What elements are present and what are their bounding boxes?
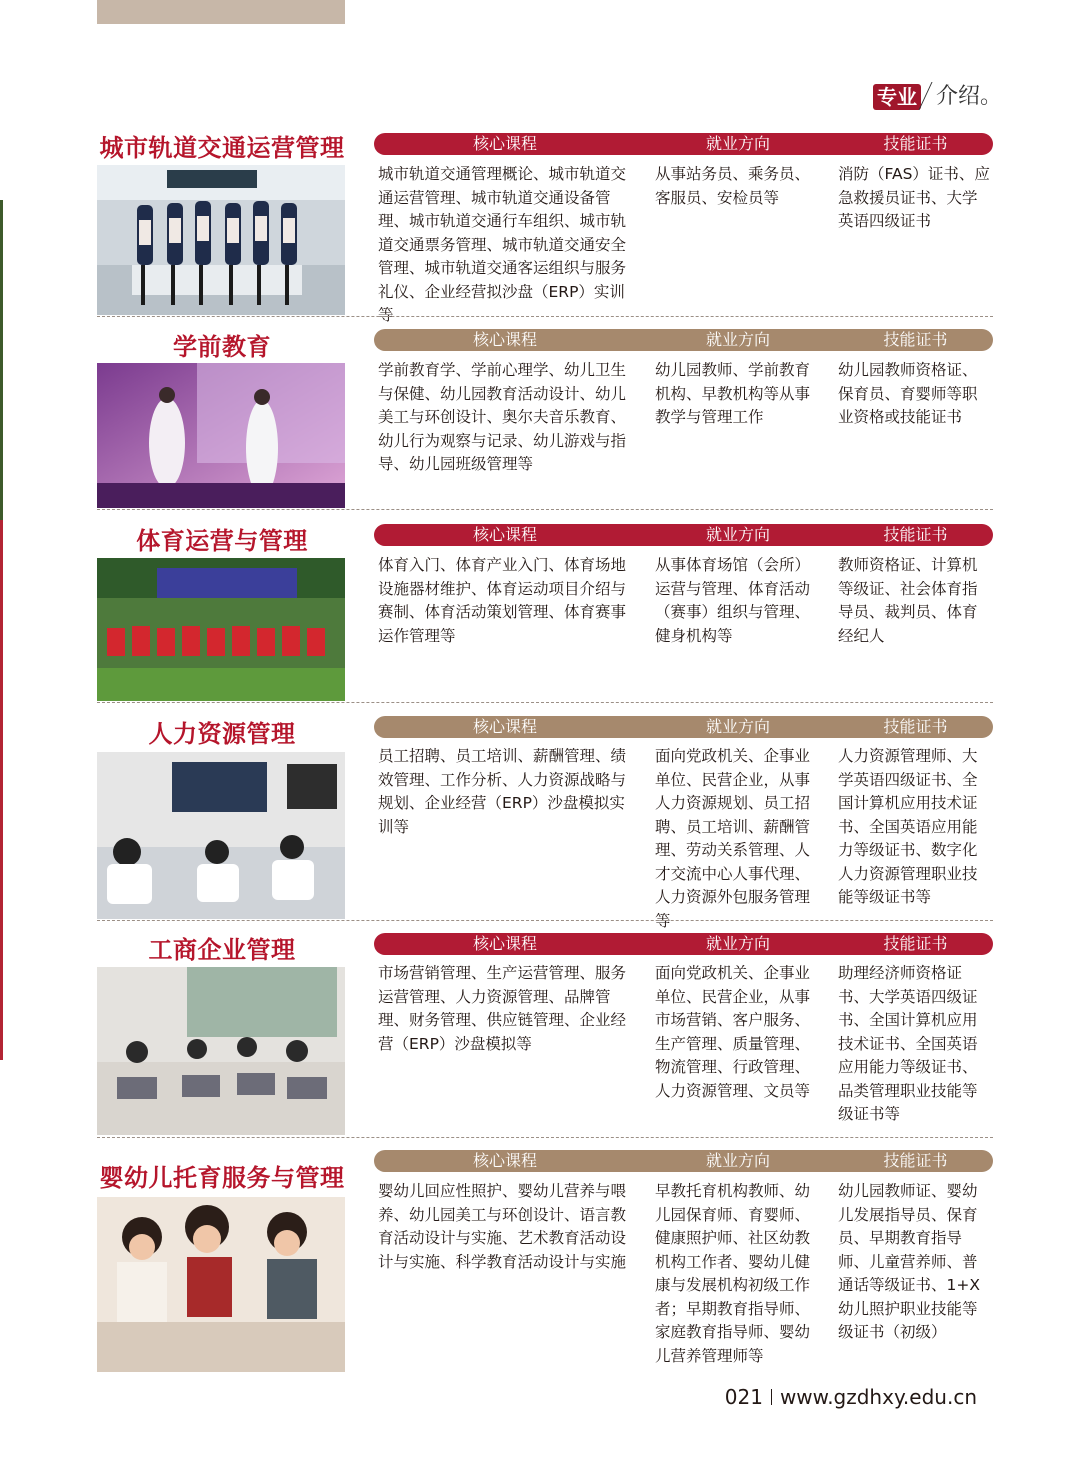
section-divider xyxy=(97,1137,993,1138)
page-number: 021 xyxy=(724,1385,763,1409)
courses-text: 员工招聘、员工培训、薪酬管理、绩效管理、工作分析、人力资源战略与规划、企业经营（ERP）沙盘模拟实训等 xyxy=(378,747,627,836)
courses-text: 婴幼儿回应性照护、婴幼儿营养与喂养、幼儿园美工与环创设计、语言教育活动设计与实施、艺术教育活动设计与实施、科学教育活动设计与实施 xyxy=(378,1182,627,1271)
certs-text: 消防（FAS）证书、应急救援员证书、大学英语四级证书 xyxy=(838,165,990,230)
major-photo-sports-event xyxy=(97,558,345,701)
courses-text: 体育入门、体育产业入门、体育场地设施器材维护、体育运动项目介绍与赛制、体育活动策划管理、体育赛事运作管理等 xyxy=(378,556,627,645)
section-tag xyxy=(873,76,1002,110)
careers-text: 面向党政机关、企事业单位、民营企业，从事市场营销、客户服务、生产管理、质量管理、物流管理、行政管理、人力资源管理、文员等 xyxy=(655,964,811,1100)
column-header-bar xyxy=(374,329,993,351)
certs-text: 人力资源管理师、大学英语四级证书、全国计算机应用技术证书、全国英语应用能力等级证书、数字化人力资源管理职业技能等级证书等 xyxy=(838,747,978,906)
header-courses: 核心课程 xyxy=(472,134,537,153)
column-header-bar xyxy=(374,524,993,546)
careers-text: 从事体育场馆（会所）运营与管理、体育活动（赛事）组织与管理、健身机构等 xyxy=(655,556,811,645)
column-header-bar xyxy=(374,716,993,738)
courses-text: 城市轨道交通管理概论、城市轨道交通运营管理、城市轨道交通设备管理、城市轨道交通行车组织、城市轨道交通票务管理、城市轨道交通安全管理、城市轨道交通客运组织与服务礼仪、企业经营拟沙盘（ERP）实训等 xyxy=(378,165,627,324)
header-courses: 核心课程 xyxy=(472,934,537,953)
column-header-bar xyxy=(374,1150,993,1172)
header-courses: 核心课程 xyxy=(472,717,537,736)
major-title: 学前教育 xyxy=(173,333,271,361)
careers-text: 早教托育机构教师、幼儿园保育师、育婴师、健康照护师、社区幼教机构工作者、婴幼儿健康与发展机构初级工作者；早期教育指导师、家庭教育指导师、婴幼儿营养管理师等 xyxy=(655,1182,811,1365)
header-careers: 就业方向 xyxy=(705,330,770,349)
header-certs: 技能证书 xyxy=(883,934,948,953)
header-careers: 就业方向 xyxy=(705,525,770,544)
top-decor-bar xyxy=(97,0,345,24)
section-tag-rest: 介绍。 xyxy=(936,84,1003,109)
section-divider xyxy=(97,509,993,510)
major-photo-dance-performance xyxy=(97,363,345,508)
header-courses: 核心课程 xyxy=(472,1151,537,1170)
header-careers: 就业方向 xyxy=(705,934,770,953)
column-header-bar xyxy=(374,933,993,955)
header-certs: 技能证书 xyxy=(883,525,948,544)
careers-text: 从事站务员、乘务员、客服员、安检员等 xyxy=(655,165,811,207)
courses-text: 学前教育学、学前心理学、幼儿卫生与保健、幼儿园教育活动设计、幼儿美工与环创设计、奥尔夫音乐教育、幼儿行为观察与记录、幼儿游戏与指导、幼儿园班级管理等 xyxy=(378,361,627,473)
certs-text: 助理经济师资格证书、大学英语四级证书、全国计算机应用技术证书、全国英语应用能力等级证书、品类管理职业技能等级证书等 xyxy=(838,964,978,1123)
header-certs: 技能证书 xyxy=(883,717,948,736)
careers-text: 面向党政机关、企事业单位、民营企业，从事人力资源规划、员工招聘、员工培训、薪酬管理、劳动关系管理、人才交流中心人事代理、人力资源外包服务管理等 xyxy=(655,747,811,930)
certs-text: 幼儿园教师证、婴幼儿发展指导员、保育员、早期教育指导师、儿童营养师、普通话等级证书、1+X幼儿照护职业技能等级证书（初级） xyxy=(838,1182,980,1341)
major-title: 工商企业管理 xyxy=(148,936,296,964)
header-careers: 就业方向 xyxy=(705,1151,770,1170)
major-photo-computer-lab xyxy=(97,967,345,1135)
footer-separator xyxy=(771,1389,772,1405)
column-header-bar xyxy=(374,133,993,155)
major-title: 婴幼儿托育服务与管理 xyxy=(99,1164,345,1192)
section-tag-highlight: 专业 xyxy=(873,84,921,110)
header-careers: 就业方向 xyxy=(705,134,770,153)
major-title: 体育运营与管理 xyxy=(136,527,308,555)
careers-text: 幼儿园教师、学前教育机构、早教机构等从事教学与管理工作 xyxy=(655,361,811,426)
header-courses: 核心课程 xyxy=(472,525,537,544)
certs-text: 幼儿园教师资格证、保育员、育婴师等职业资格或技能证书 xyxy=(838,361,978,426)
major-photo-rail-staff xyxy=(97,165,345,315)
website-link[interactable]: www.gzdhxy.edu.cn xyxy=(779,1385,977,1409)
section-divider xyxy=(97,920,993,921)
major-title: 人力资源管理 xyxy=(148,720,296,748)
left-edge-photo-strip xyxy=(0,520,3,1060)
page-footer xyxy=(725,1385,977,1409)
header-certs: 技能证书 xyxy=(883,134,948,153)
header-certs: 技能证书 xyxy=(883,1151,948,1170)
certs-text: 教师资格证、计算机等级证、社会体育指导员、裁判员、体育经纪人 xyxy=(838,556,978,645)
header-certs: 技能证书 xyxy=(883,330,948,349)
courses-text: 市场营销管理、生产运营管理、服务运营管理、人力资源管理、品牌管理、财务管理、供应链管理、企业经营（ERP）沙盘模拟等 xyxy=(378,964,627,1053)
header-courses: 核心课程 xyxy=(472,330,537,349)
section-divider xyxy=(97,316,993,317)
section-divider xyxy=(97,702,993,703)
major-title: 城市轨道交通运营管理 xyxy=(99,134,345,162)
left-edge-photo-strip xyxy=(0,200,3,520)
major-photo-childcare-craft xyxy=(97,1197,345,1372)
header-careers: 就业方向 xyxy=(705,717,770,736)
major-photo-classroom xyxy=(97,752,345,919)
